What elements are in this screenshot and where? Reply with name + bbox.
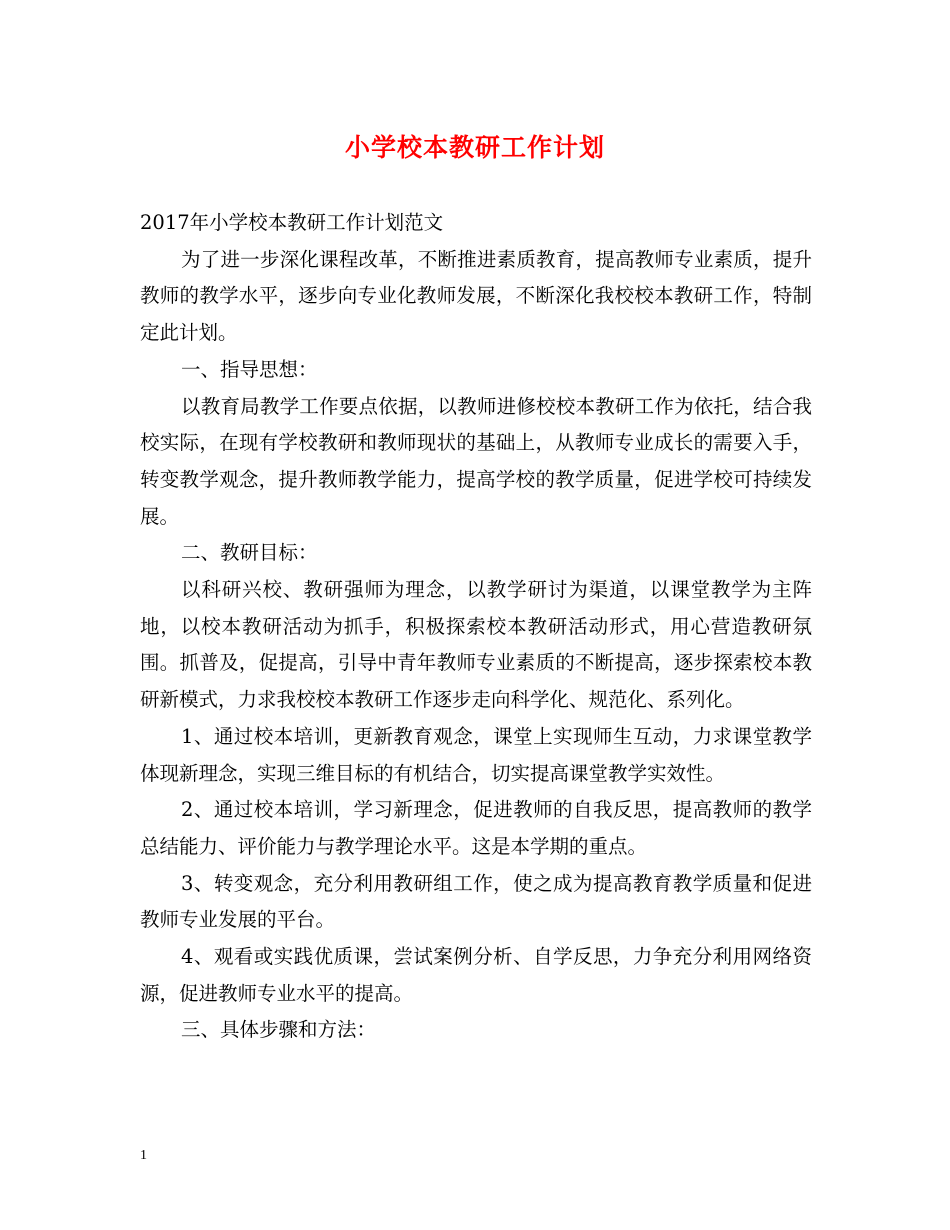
intro-paragraph: 为了进一步深化课程改革，不断推进素质教育，提高教师专业素质，提升教师的教学水平，逐步向专业化教师发展，不断深化我校校本教研工作，特制定此计划。: [140, 247, 812, 345]
section-heading-steps-methods: 三、具体步骤和方法：: [181, 1018, 377, 1042]
page-number: 1: [140, 1148, 147, 1163]
research-goals-paragraph: 以科研兴校、教研强师为理念，以教学研讨为渠道，以课堂教学为主阵地，以校本教研活动为抓手，积极探索校本教研活动形式，用心营造教研氛围。抓普及，促提高，引导中青年教师专业素质的不断提高，逐步探索校本教研新模式，力求我校校本教研工作逐步走向科学化、规范化、系列化。: [140, 578, 812, 712]
goal-item-1: 1、通过校本培训，更新教育观念，课堂上实现师生互动，力求课堂教学体现新理念，实现三维目标的有机结合，切实提高课堂教学实效性。: [140, 724, 812, 785]
document-title: 小学校本教研工作计划: [344, 133, 605, 162]
section-heading-research-goals: 二、教研目标：: [181, 541, 318, 565]
goal-item-3: 3、转变观念，充分利用教研组工作，使之成为提高教育教学质量和促进教师专业发展的平台。: [140, 871, 812, 932]
goal-item-4: 4、观看或实践优质课，尝试案例分析、自学反思，力争充分利用网络资源，促进教师专业水平的提高。: [140, 945, 812, 1005]
goal-item-2: 2、通过校本培训，学习新理念，促进教师的自我反思，提高教师的教学总结能力、评价能力与教学理论水平。这是本学期的重点。: [140, 798, 812, 858]
document-body: [140, 205, 812, 1049]
guiding-thought-paragraph: 以教育局教学工作要点依据，以教师进修校校本教研工作为依托，结合我校实际，在现有学校教研和教师现状的基础上，从教师专业成长的需要入手，转变教学观念，提升教师教学能力，提高学校的教学质量，促进学校可持续发展。: [140, 394, 812, 528]
subtitle-paragraph: 2017年小学校本教研工作计划范文: [140, 211, 444, 234]
section-heading-guiding-thought: 一、指导思想：: [181, 357, 318, 381]
